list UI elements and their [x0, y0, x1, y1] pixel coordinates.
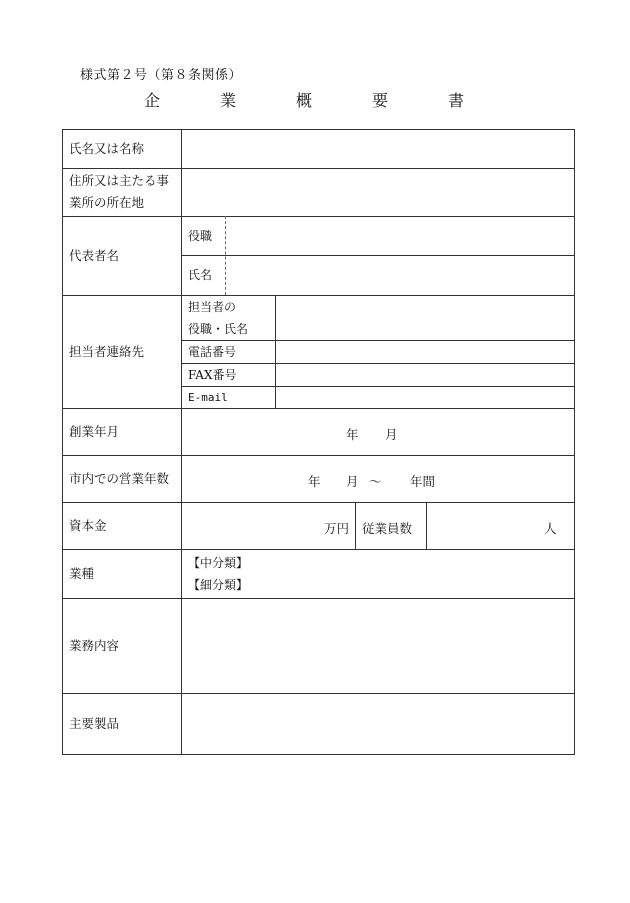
label-address-line2: 業所の所在地: [69, 195, 145, 210]
business-field[interactable]: [182, 599, 574, 693]
label-address-line1: 住所又は主たる事: [69, 173, 170, 188]
industry-mid-class: 【中分類】: [188, 556, 249, 570]
document-title: 企 業 概 要 書: [143, 91, 486, 110]
contact-person-field[interactable]: [276, 296, 574, 340]
label-industry: 業種: [69, 566, 95, 581]
label-email: E-mail: [188, 391, 228, 404]
name-field[interactable]: [182, 130, 574, 168]
label-representative: 代表者名: [69, 248, 120, 263]
rep-name-field[interactable]: [226, 256, 574, 295]
company-overview-table: [62, 129, 575, 755]
industry-fine-class: 【細分類】: [188, 578, 249, 592]
employees-unit: 人: [544, 521, 557, 536]
label-contact-person-line2: 役職・氏名: [188, 322, 249, 336]
label-contact: 担当者連絡先: [69, 344, 145, 359]
email-field[interactable]: [276, 387, 574, 408]
founded-year-unit: 年: [346, 427, 359, 442]
label-contact-person-line1: 担当者の: [188, 300, 237, 314]
label-rep-name: 氏名: [188, 268, 213, 282]
rep-title-field[interactable]: [226, 217, 574, 255]
label-business: 業務内容: [69, 638, 120, 653]
fax-field[interactable]: [276, 364, 574, 386]
label-fax: FAX番号: [188, 368, 237, 382]
yic-years-unit: 年間: [410, 474, 436, 489]
label-rep-title: 役職: [188, 229, 213, 243]
label-products: 主要製品: [69, 716, 120, 731]
label-employees: 従業員数: [362, 521, 413, 536]
yic-tilde: ～: [369, 474, 382, 489]
form-number: 様式第２号（第８条関係）: [80, 68, 243, 83]
label-name: 氏名又は名称: [69, 141, 145, 156]
capital-unit: 万円: [324, 521, 350, 536]
label-years-in-city: 市内での営業年数: [69, 471, 170, 486]
yic-month-unit: 月: [346, 474, 359, 489]
label-phone: 電話番号: [188, 345, 237, 359]
label-capital: 資本金: [69, 518, 107, 533]
phone-field[interactable]: [276, 341, 574, 363]
founded-month-unit: 月: [385, 427, 398, 442]
products-field[interactable]: [182, 694, 574, 754]
label-founded: 創業年月: [69, 424, 120, 439]
address-field[interactable]: [182, 169, 574, 216]
yic-year-unit: 年: [308, 474, 321, 489]
